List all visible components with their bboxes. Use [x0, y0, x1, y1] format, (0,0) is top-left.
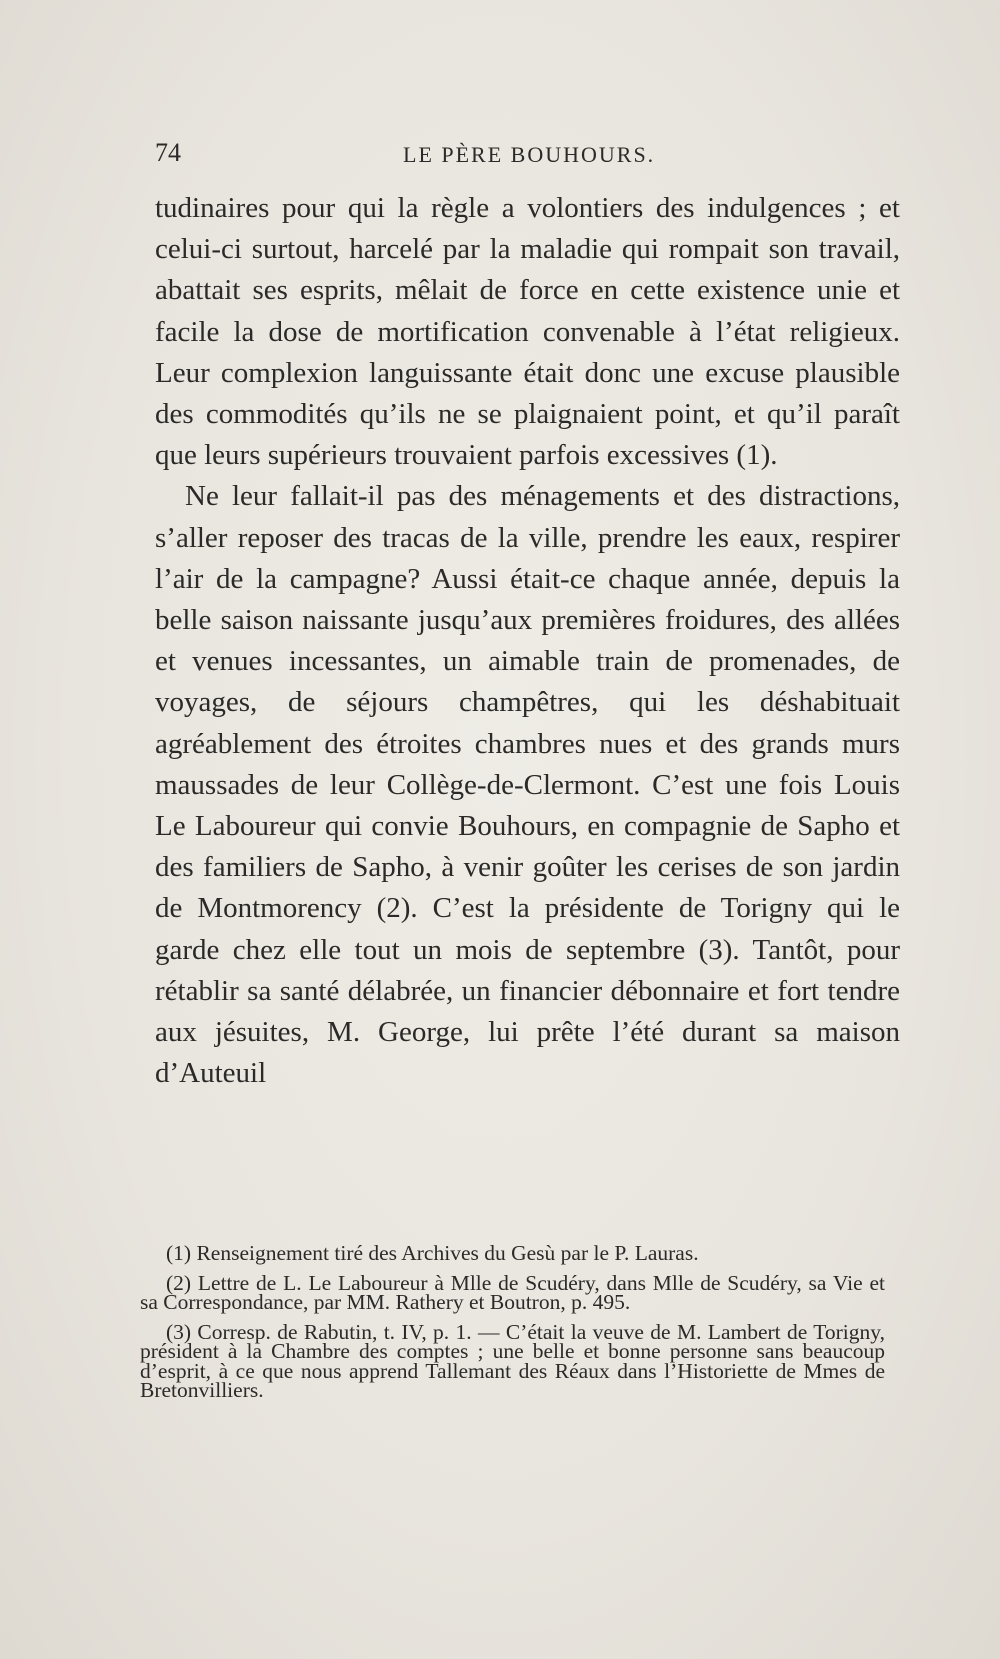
- paragraph: tudinaires pour qui la règle a volontiers des indulgences ; et celui-ci surtout, harcelé par la maladie qui rompait son travail, abattait ses esprits, mêlait de force en cette existence unie et facile la dose de mortification convenable à l’état religieux. Leur complexion languissante était donc une excuse plausible des commodités qu’ils ne se plaignaient point, et qu’il paraît que leurs supérieurs trouvaient parfois excessives (1).: [155, 192, 900, 472]
- running-title: LE PÈRE BOUHOURS.: [403, 142, 656, 167]
- body-text: [155, 188, 900, 1094]
- footnote-1: (1) Renseignement tiré des Archives du Gesù par le P. Lauras.: [166, 1241, 699, 1265]
- page-number: 74: [155, 138, 181, 167]
- footnote-2: (2) Lettre de L. Le Laboureur à Mlle de Scudéry, dans Mlle de Scudéry, sa Vie et sa Correspondance, par MM. Rathery et Boutron, p. 495.: [140, 1270, 885, 1314]
- footnote-3: (3) Corresp. de Rabutin, t. IV, p. 1. — C’était la veuve de M. Lambert de Torigny, président à la Chambre des comptes ; une belle et bonne personne sans beaucoup d’esprit, à ce que nous apprend Tallemant des Réaux dans l’Historiette de Mmes de Bretonvilliers.: [140, 1319, 885, 1402]
- footnotes: [140, 1241, 885, 1411]
- running-head: [155, 138, 900, 178]
- paragraph: Ne leur fallait-il pas des ménagements et des distractions, s’aller reposer des tracas de la ville, prendre les eaux, respirer l’air de la campagne? Aussi était-ce chaque année, depuis la belle saison naissante jusqu’aux premières froidures, des allées et venues incessantes, un aimable train de promenades, de voyages, de séjours champêtres, qui les déshabituait agréablement des étroites chambres nues et des grands murs maussades de leur Collège-de-Clermont. C’est une fois Louis Le Laboureur qui convie Bouhours, en compagnie de Sapho et des familiers de Sapho, à venir goûter les cerises de son jardin de Montmorency (2). C’est la présidente de Torigny qui le garde chez elle tout un mois de septembre (3). Tantôt, pour rétablir sa santé délabrée, un financier débonnaire et fort tendre aux jésuites, M. George, lui prête l’été durant sa maison d’Auteuil: [155, 480, 900, 1090]
